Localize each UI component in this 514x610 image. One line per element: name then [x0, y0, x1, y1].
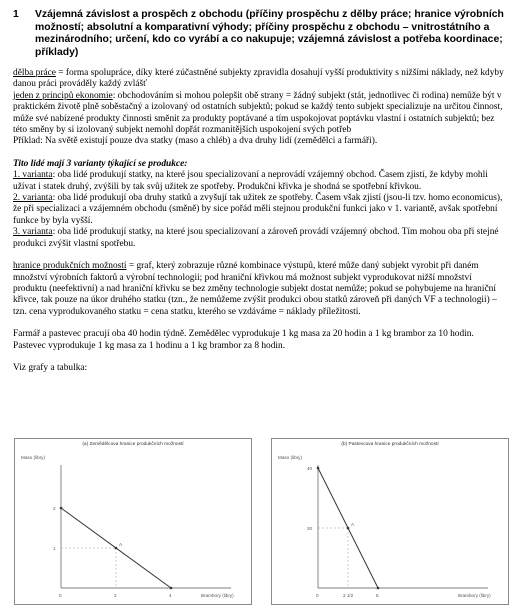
chart-b-point-label: A — [351, 522, 355, 527]
chart-b-xtick-half: 2 1/2 — [343, 593, 354, 598]
paragraph-farmer-herder: Farmář a pastevec pracují oba 40 hodin týdně. Zemědělec vyprodukuje 1 kg masa za 20 hodin a 1 kg brambor za 10 hodin. Pastevec vyprodukuje 1 kg masa za 1 hodinu a 1 kg brambor za 8 hodin. — [13, 329, 474, 351]
chart-b-xlabel: Brambory (libry) — [458, 593, 491, 598]
variant-1-text: : oba lidé produkují statky, na které jsou specializovaní a neprovádí vzájemný obchod. Časem zjistí, že kdyby mohli užívat i statek druhý, zvýšili by tak svůj užitek ze spotřeby. Produkční křivka je shodná se spotřební křivkou. — [13, 170, 488, 192]
term-production-possibilities: hranice produkčních možností — [13, 261, 127, 272]
chart-a-point-end — [170, 587, 173, 590]
chart-b-title: (b) Pastevcova hranice produkčních možností — [341, 442, 439, 447]
chart-a-svg — [15, 439, 251, 604]
term-economic-principle: jeden z principů ekonomie — [13, 90, 113, 101]
variant-2-text: : oba lidé produkují oba druhy statků a zvyšují tak užitek ze spotřeby. Časem však zjistí (jsou-li tzv. homo economicus), že při specializaci a vzájemném obchodu (směně) by sice pořád měli stejnou produkční funkci jako v 1. variantě, avšak spotřební funkce by byla vyšší. — [13, 193, 503, 226]
spacer — [13, 318, 505, 329]
variants-intro: Tito lidé mají 3 varianty týkající se produkce: — [13, 158, 188, 169]
chart-b-point-end — [377, 587, 380, 590]
chart-b-point-a — [347, 527, 350, 530]
paragraph-production-possibilities — [13, 261, 505, 318]
paragraph-example: Příklad: Na světě existují pouze dva statky (maso a chléb) a dva druhy lidí (zemědělci a farmáři). — [13, 136, 378, 147]
chart-a-xtick-4: 4 — [169, 593, 172, 598]
variant-2 — [13, 193, 505, 227]
chart-a-xlabel: Brambory (libry) — [201, 593, 234, 598]
chart-a-ytick-2: 2 — [53, 506, 56, 511]
chart-herder-ppf — [271, 438, 509, 605]
chart-a-xtick-0: 0 — [59, 593, 62, 598]
variant-1 — [13, 170, 505, 193]
chart-b-point-top — [317, 467, 320, 470]
definition-division-of-labour: = forma spolupráce, díky které zúčastněné subjekty zpravidla dosahují vyšší produktivity s nižšími náklady, než kdyby danou práci prováděly každý zvlášť — [13, 68, 504, 90]
chart-a-ytick-1: 1 — [53, 546, 56, 551]
section-number: 1 — [13, 9, 19, 20]
chart-a-point-top — [60, 507, 63, 510]
chart-a-xtick-2: 2 — [114, 593, 117, 598]
document-body — [13, 68, 505, 374]
chart-b-ylabel: Maso (libry) — [278, 455, 302, 460]
chart-b-ytick-40: 40 — [307, 466, 313, 471]
term-division-of-labour: dělba práce — [13, 68, 56, 78]
definition-economic-principle: : obchodováním si mohou polepšit obě strany = žádný subjekt (stát, jednotlivec či rodina) nemůže být v praktickém životě plně soběstačný a izolovaný od ostatních subjektů; pokud se každý tento subjekt specializuje na určitou činnost, může své nabízené produkty činnosti směnit za produkty poptávané a tím uspokojovat poptávku vlastní i ostatních subjektů; bez této směny by si izolovaný subjekt nemohl dopřát rozmanitějších uspokojení svých potřeb — [13, 90, 503, 136]
chart-a-point-a — [115, 547, 118, 550]
variant-2-label: 2. varianta — [13, 193, 53, 204]
variant-3 — [13, 227, 505, 250]
chart-a-title: (a) Zemědělcova hranice produkčních možností — [82, 442, 184, 447]
chart-b-svg — [272, 439, 508, 604]
definition-production-possibilities: = graf, který zobrazuje různé kombinace výstupů, které může daný subjekt vyrobit při daném množství výrobních faktorů a výrobní technologii; pod hraniční křivkou má možnost subjekt vyprodukovat nižší množství produktu (neefektivní) a nad hraniční křivku se bez změny technologie subjekt dostat nemůže; pokud se pohybujeme na hraniční křivce, tak pouze na úkor druhého statku (tzn., že nemůžeme zvýšit produkci obou statků zároveň při daných VF a technologii) – tzn. cena vyprodukovaného statku = cena statku, kterého se vzdáváme = náklady příležitosti. — [13, 261, 497, 317]
chart-a-point-label: A — [119, 542, 123, 547]
see-charts-label: Viz grafy a tabulka: — [13, 362, 88, 373]
chart-b-xtick-5: 5 — [376, 593, 379, 598]
chart-farmer-ppf — [14, 438, 252, 605]
variant-1-label: 1. varianta — [13, 170, 53, 181]
chart-a-ylabel: Maso (libry) — [21, 455, 45, 460]
spacer — [13, 250, 505, 261]
variant-3-text: : oba lidé produkují statky, na které jsou specializovaní a zároveň provádí vzájemný obchod. Tím mohou oba při stejné produkci zvýšit vlastní spotřebu. — [13, 227, 499, 249]
spacer — [13, 352, 505, 363]
spacer — [13, 148, 505, 159]
section-title: Vzájemná závislost a prospěch z obchodu (příčiny prospěchu z dělby práce; hranice výrobních možností; absolutní a komparativní výhody; příčiny prospěchu z obchodu – vnitrostátního a mezinárodního; určení, kdo co vyrábí a co nakupuje; vzájemná závislost a potřeba koordinace; příklady) — [35, 9, 504, 58]
chart-b-xtick-0: 0 — [316, 593, 319, 598]
paragraph-division-of-labour — [13, 68, 505, 91]
variant-3-label: 3. varianta — [13, 227, 53, 238]
paragraph-economic-principle — [13, 91, 505, 137]
chart-b-ytick-20: 20 — [307, 526, 313, 531]
